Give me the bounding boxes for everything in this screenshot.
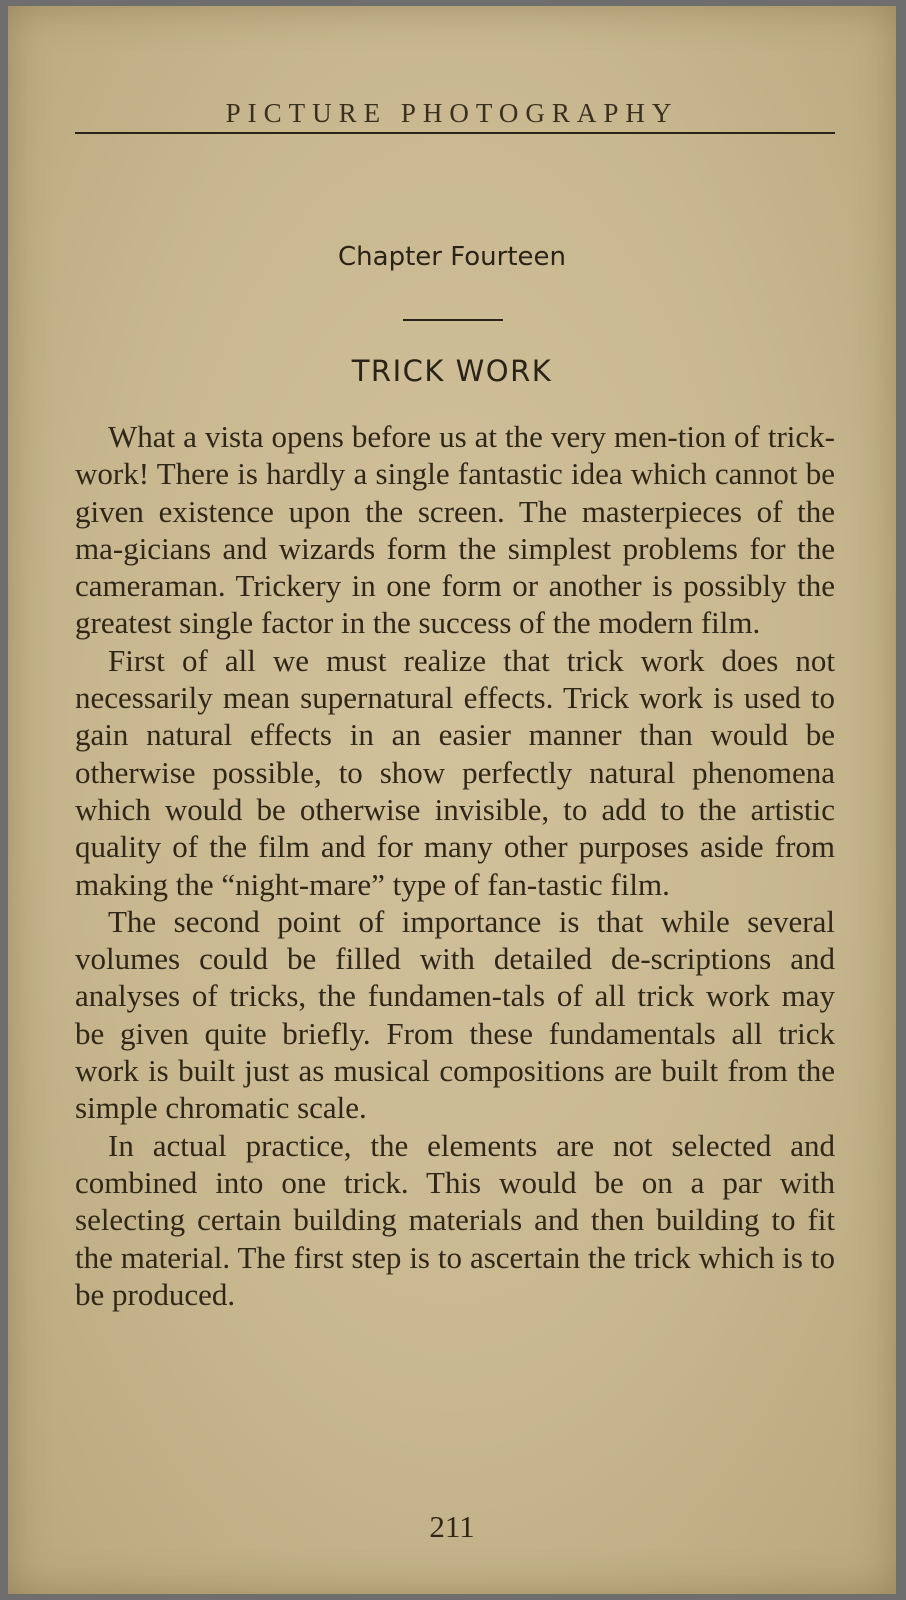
paragraph-3: The second point of importance is that while several volumes could be filled with detailed de-scriptions and analyses of tricks, the fundamen-tals of all trick work may be given quite briefly. From these fundamentals all trick work is built just as musical compositions are built from the simple chromatic scale.	[75, 903, 835, 1126]
running-head: PICTURE PHOTOGRAPHY	[225, 98, 679, 128]
paragraph-1: What a vista opens before us at the very men-tion of trick-work! There is hardly a single fantastic idea which cannot be given existence upon the screen. The masterpieces of the ma-gicians and wizards form the simplest problems for the cameraman. Trickery in one form or another is possibly the greatest single factor in the success of the modern film.	[75, 419, 835, 641]
chapter-rule	[403, 319, 503, 321]
book-page	[8, 6, 896, 1594]
body-text	[75, 418, 835, 1313]
chapter-label: Chapter Fourteen	[338, 242, 566, 272]
page-number: 211	[429, 1509, 475, 1544]
header-rule	[75, 132, 835, 134]
paragraph-2: First of all we must realize that trick work does not necessarily mean supernatural effects. Trick work is used to gain natural effects in an easier manner than would be otherwise possible, to show perfectly natural phenomena which would be otherwise invisible, to add to the artistic quality of the film and for many other purposes aside from making the “night-mare” type of fan-tastic film.	[75, 642, 835, 902]
paragraph-4: In actual practice, the elements are not selected and combined into one trick. This would be on a par with selecting certain building materials and then building to fit the material. The first step is to ascertain the trick which is to be produced.	[75, 1127, 835, 1312]
chapter-title: TRICK WORK	[351, 354, 553, 388]
